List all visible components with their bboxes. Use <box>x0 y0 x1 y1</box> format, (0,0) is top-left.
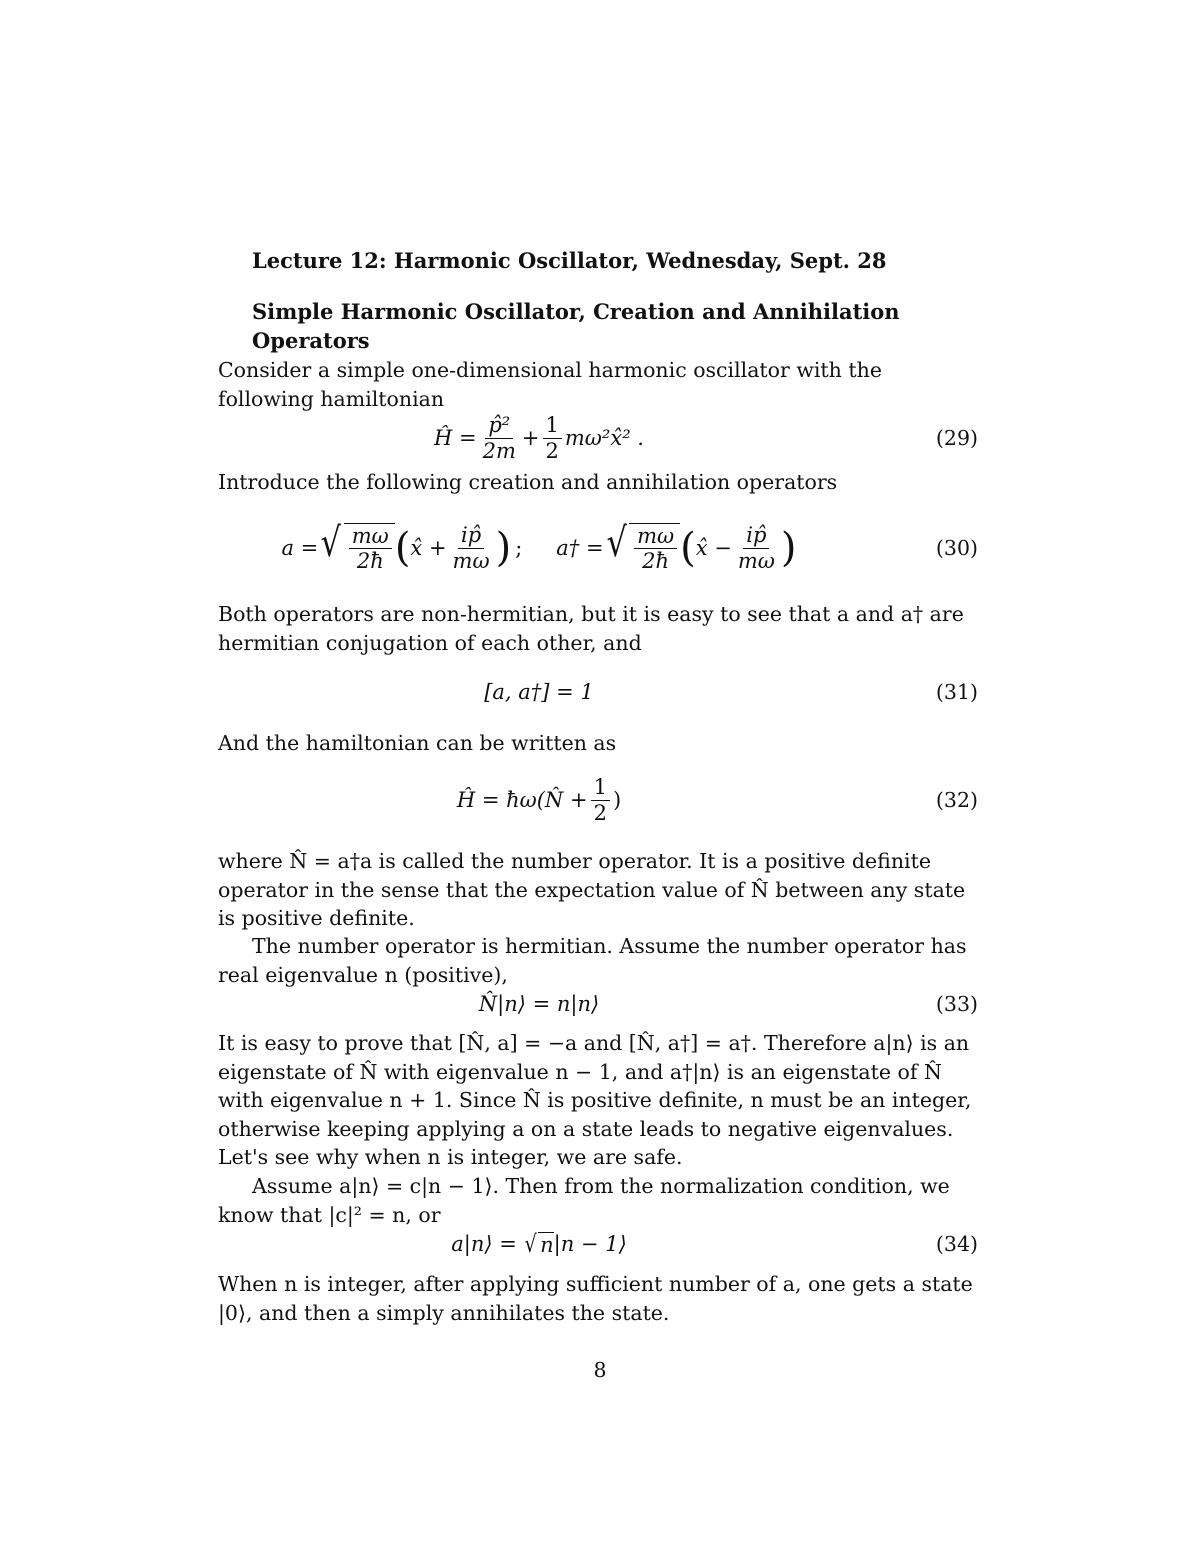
eq29-frac1-num: p̂² <box>485 413 513 438</box>
equation-31 <box>218 664 980 720</box>
eq34-lhs: a|n⟩ = <box>451 1232 517 1256</box>
equation-29 <box>218 408 980 468</box>
eq29-plus: + <box>521 426 540 450</box>
right-paren: ) <box>780 525 797 571</box>
paragraph-intro: Consider a simple one-dimensional harmonic oscillator with the following hamiltonian <box>218 358 882 411</box>
eq30-ip-adag: ip̂ <box>743 523 769 548</box>
left-paren: ( <box>394 525 411 571</box>
paragraph-proof: It is easy to prove that [N̂, a] = −a and [N̂, a†] = a†. Therefore a|n⟩ is an eigenstate of N̂ with eigenvalue n − 1, and a†|n⟩ is an eigenstate of N̂ with eigenvalue n + 1. Since N̂ is positive definite, n must be an integer, otherwise keeping applying a on a state leads to negative eigenvalues. Let's see why when n is integer, we are safe. <box>218 1031 972 1169</box>
eq30-x-minus: x̂ − <box>695 536 732 560</box>
paragraph-annihilate: When n is integer, after applying sufficient number of a, one gets a state |0⟩, and then a simply annihilates the state. <box>218 1272 973 1325</box>
eq34-rhs: |n − 1⟩ <box>553 1232 627 1256</box>
paragraph-eigenvalue: The number operator is hermitian. Assume the number operator has real eigenvalue n (positive), <box>218 934 967 987</box>
eq30-ip-a: ip̂ <box>458 523 484 548</box>
eq29-frac-p2-2m <box>480 413 519 462</box>
eq30-sqrt-frac-adag <box>634 524 677 573</box>
eq34-sqrt <box>523 1229 554 1258</box>
eq34-sqrt-arg: n <box>540 1232 554 1257</box>
sqrt-sign: √ <box>606 519 627 566</box>
eq32-frac-half <box>591 775 610 824</box>
eq32-close: ) <box>612 788 622 812</box>
eq29-lhs: Ĥ = <box>434 426 477 450</box>
paragraph-operators: Introduce the following creation and annihilation operators <box>218 470 838 494</box>
equation-34 <box>218 1226 980 1262</box>
eq30-mw-a: mω <box>452 548 490 573</box>
equation-33 <box>218 986 980 1022</box>
eq30-sqrt-den-a: 2ħ <box>356 549 384 573</box>
eq30-sqrt-frac-a <box>349 524 392 573</box>
equation-32 <box>218 770 980 830</box>
eq30-frac-ip-adag <box>735 523 778 572</box>
equation-31-math: [a, a†] = 1 <box>484 680 594 704</box>
eq30-sqrt-den-adag: 2ħ <box>642 549 670 573</box>
eq29-frac2-num: 1 <box>543 413 562 438</box>
eq29-rest: mω²x̂² . <box>564 426 644 450</box>
eq30-sqrt-num-adag: mω <box>634 524 677 549</box>
equation-32-math <box>218 770 860 830</box>
eq30-a-lhs: a = <box>281 536 319 560</box>
left-paren: ( <box>680 525 696 571</box>
page-number: 8 <box>593 1358 607 1382</box>
equation-34-math <box>218 1226 860 1262</box>
equation-31-number: (31) <box>935 680 978 704</box>
section-title: Simple Harmonic Oscillator, Creation and Annihilation Operators <box>252 299 900 353</box>
equation-29-math <box>218 408 860 468</box>
equation-32-number: (32) <box>935 788 978 812</box>
paragraph-normalization: Assume a|n⟩ = c|n − 1⟩. Then from the normalization condition, we know that |c|² = n, or <box>218 1174 950 1227</box>
equation-30-number: (30) <box>935 536 978 560</box>
equation-33-number: (33) <box>935 992 978 1016</box>
eq32-frac-num: 1 <box>591 775 610 800</box>
eq30-frac-ip-a <box>450 523 493 572</box>
eq29-frac1-den: 2m <box>482 438 516 463</box>
equation-34-number: (34) <box>935 1232 978 1256</box>
eq30-sqrt-adag <box>604 519 681 573</box>
eq29-frac2-den: 2 <box>545 438 559 463</box>
sqrt-sign: √ <box>524 1229 537 1258</box>
eq30-sqrt-num-a: mω <box>349 524 392 549</box>
paragraph-hamiltonian: And the hamiltonian can be written as <box>218 731 617 755</box>
sqrt-sign: √ <box>320 519 342 566</box>
eq30-mw-adag: mω <box>737 548 775 573</box>
eq30-adag-lhs: a† = <box>556 536 604 560</box>
eq30-x-plus: x̂ + <box>410 536 447 560</box>
eq29-frac-half <box>543 413 562 462</box>
paragraph-hermitian: Both operators are non-hermitian, but it is easy to see that a and a† are hermitian conjugation of each other, and <box>218 602 964 655</box>
eq30-separator: ; <box>515 536 523 560</box>
equation-33-math: N̂|n⟩ = n|n⟩ <box>478 992 600 1016</box>
lecture-title: Lecture 12: Harmonic Oscillator, Wednesday, Sept. 28 <box>252 248 887 273</box>
paragraph-number-operator: where N̂ = a†a is called the number operator. It is a positive definite operator in the sense that the expectation value of N̂ between any state is positive definite. <box>218 849 966 930</box>
equation-30 <box>218 515 980 581</box>
eq32-lhs: Ĥ = ħω(N̂ + <box>456 788 588 812</box>
right-paren: ) <box>495 525 512 571</box>
equation-30-math <box>218 515 860 581</box>
eq30-sqrt-a <box>318 519 395 573</box>
eq32-frac-den: 2 <box>593 800 607 825</box>
equation-29-number: (29) <box>935 426 978 450</box>
